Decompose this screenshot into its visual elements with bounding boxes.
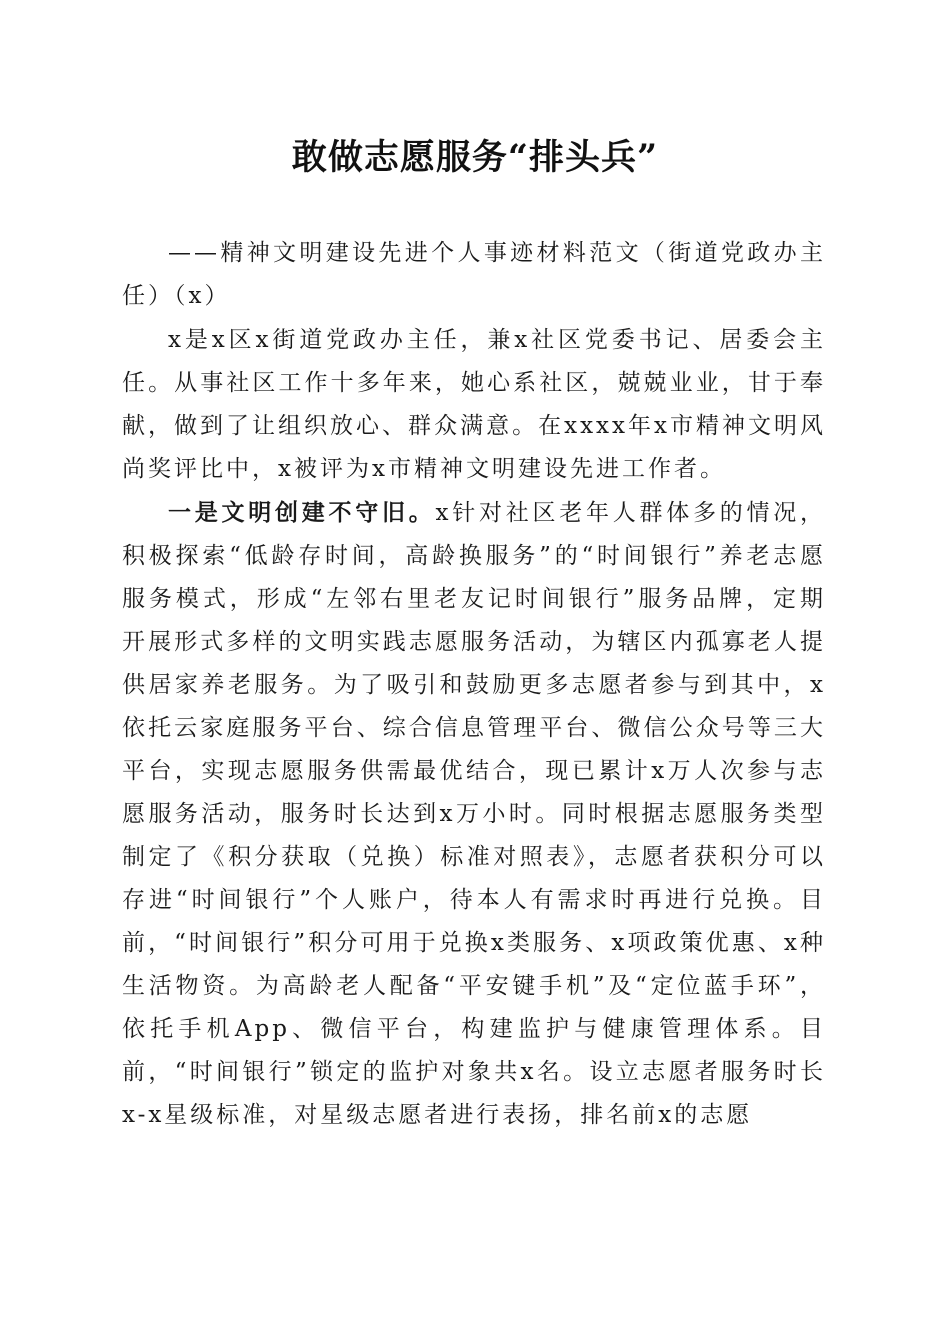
paragraph-text: x是x区x街道党政办主任，兼x社区党委书记、居委会主任。从事社区工作十多年来，她心系社区，兢兢业业，甘于奉献，做到了让组织放心、群众满意。在xxxx年x市精神文明风尚奖评比中，x被评为x市精神文明建设先进工作者。	[122, 327, 826, 482]
paragraph-lead: 一是文明创建不守旧。	[168, 499, 436, 526]
section-one-paragraph	[122, 491, 826, 1137]
document-title: 敢做志愿服务“排头兵”	[291, 137, 659, 178]
document-body	[122, 232, 826, 1137]
paragraph-text: x针对社区老年人群体多的情况，积极探索“低龄存时间，高龄换服务”的“时间银行”养老志愿服务模式，形成“左邻右里老友记时间银行”服务品牌，定期开展形式多样的文明实践志愿服务活动，为辖区内孤寡老人提供居家养老服务。为了吸引和鼓励更多志愿者参与到其中，x依托云家庭服务平台、综合信息管理平台、微信公众号等三大平台，实现志愿服务供需最优结合，现已累计x万人次参与志愿服务活动，服务时长达到x万小时。同时根据志愿服务类型制定了《积分获取（兑换）标准对照表》，志愿者获积分可以存进“时间银行”个人账户，待本人有需求时再进行兑换。目前，“时间银行”积分可用于兑换x类服务、x项政策优惠、x种生活物资。为高龄老人配备“平安键手机”及“定位蓝手环”，依托手机App、微信平台，构建监护与健康管理体系。目前，“时间银行”锁定的监护对象共x名。设立志愿者服务时长x-x星级标准，对星级志愿者进行表扬，排名前x的志愿	[122, 500, 826, 1128]
subtitle-paragraph: ——精神文明建设先进个人事迹材料范文（街道党政办主任）（x）	[122, 240, 826, 309]
intro-paragraph	[122, 318, 826, 491]
